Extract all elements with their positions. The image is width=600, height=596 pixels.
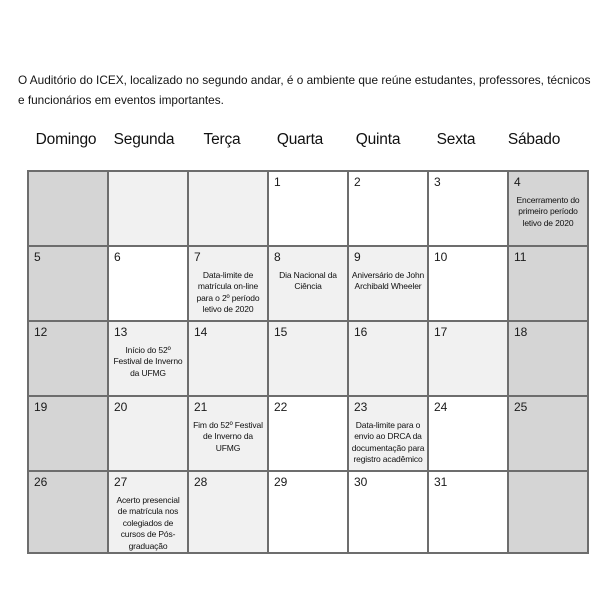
event-text: Encerramento do primeiro período letivo de 2020	[516, 195, 580, 228]
calendar-day-cell	[268, 171, 348, 246]
weekday-header-segunda: Segunda	[113, 131, 175, 148]
day-number: 10	[434, 250, 448, 264]
calendar-day-cell	[348, 246, 428, 321]
weekday-header-quarta: Quarta	[276, 131, 324, 148]
calendar-day-cell	[268, 246, 348, 321]
calendar-day-cell	[268, 321, 348, 396]
day-number: 28	[194, 475, 208, 489]
weekday-header-domingo: Domingo	[35, 131, 97, 148]
weekday-header-sabado: Sábado	[507, 131, 561, 148]
event-text: Fim do 52º Festival de Inverno da UFMG	[193, 420, 263, 453]
calendar-week-row	[28, 396, 588, 471]
calendar-day-cell	[28, 471, 108, 553]
day-number: 29	[274, 475, 288, 489]
calendar-day-cell	[268, 396, 348, 471]
calendar-day-cell	[108, 321, 188, 396]
day-number: 9	[354, 250, 361, 264]
calendar-day-cell	[28, 321, 108, 396]
calendar-day-cell	[28, 246, 108, 321]
calendar-day-cell	[108, 471, 188, 553]
day-number: 13	[114, 325, 128, 339]
day-number: 5	[34, 250, 41, 264]
calendar-week-row	[28, 246, 588, 321]
calendar-day-cell	[508, 396, 588, 471]
calendar-day-cell	[188, 471, 268, 553]
calendar-day-cell	[348, 396, 428, 471]
day-number: 2	[354, 175, 361, 189]
day-number: 17	[434, 325, 448, 339]
intro-text: O Auditório do ICEX, localizado no segundo andar, é o ambiente que reúne estudantes, professores, técnicos e funcionários em eventos importantes.	[18, 72, 591, 107]
day-number: 14	[194, 325, 208, 339]
weekday-header-terca: Terça	[203, 131, 241, 148]
day-number: 19	[34, 400, 48, 414]
calendar-day-cell	[508, 246, 588, 321]
calendar-day-cell	[348, 471, 428, 553]
event-text: Data-limite de matrícula on-line para o 2º período letivo de 2020	[196, 270, 260, 315]
day-number: 7	[194, 250, 201, 264]
calendar-day-cell	[508, 471, 588, 553]
day-number: 16	[354, 325, 368, 339]
day-number: 11	[514, 250, 527, 264]
event-text: Dia Nacional da Ciência	[279, 270, 337, 292]
event-text: Início do 52º Festival de Inverno da UFMG	[113, 345, 183, 378]
calendar-grid	[27, 170, 589, 554]
day-number: 26	[34, 475, 48, 489]
day-number: 23	[354, 400, 368, 414]
day-number: 8	[274, 250, 281, 264]
day-number	[109, 172, 187, 175]
day-number: 27	[114, 475, 128, 489]
calendar-day-cell	[108, 246, 188, 321]
calendar-day-cell	[428, 246, 508, 321]
calendar-day-cell	[188, 396, 268, 471]
weekday-header-sexta: Sexta	[436, 131, 476, 148]
calendar-day-cell	[268, 471, 348, 553]
day-number: 15	[274, 325, 288, 339]
day-number: 25	[514, 400, 528, 414]
day-number: 18	[514, 325, 528, 339]
day-number: 3	[434, 175, 441, 189]
event-text: Aniversário de John Archibald Wheeler	[351, 270, 425, 292]
event-text: Data-limite para o envio ao DRCA da documentação para registro acadêmico	[351, 420, 425, 465]
calendar-day-cell	[28, 171, 108, 246]
calendar-week-row	[28, 321, 588, 396]
calendar-day-cell	[428, 171, 508, 246]
day-number: 21	[194, 400, 208, 414]
day-number: 6	[114, 250, 121, 264]
calendar-day-cell	[188, 171, 268, 246]
weekday-header-quinta: Quinta	[355, 131, 401, 148]
calendar-day-cell	[188, 246, 268, 321]
day-number: 31	[434, 475, 448, 489]
day-number: 20	[114, 400, 128, 414]
calendar-day-cell	[188, 321, 268, 396]
day-number	[29, 172, 107, 175]
calendar-week-row	[28, 471, 588, 553]
calendar-day-cell	[108, 171, 188, 246]
calendar-week-row	[28, 171, 588, 246]
calendar-day-cell	[428, 321, 508, 396]
day-number: 12	[34, 325, 48, 339]
event-text: Acerto presencial de matrícula nos colegiados de cursos de Pós-graduação	[116, 495, 180, 551]
day-number: 1	[274, 175, 281, 189]
calendar-day-cell	[28, 396, 108, 471]
day-number	[509, 472, 587, 475]
day-number: 22	[274, 400, 288, 414]
calendar-day-cell	[508, 171, 588, 246]
calendar-day-cell	[428, 396, 508, 471]
weekday-header-row	[27, 131, 573, 149]
calendar-day-cell	[428, 471, 508, 553]
calendar-day-cell	[348, 171, 428, 246]
day-number: 24	[434, 400, 448, 414]
day-number: 30	[354, 475, 368, 489]
calendar-day-cell	[348, 321, 428, 396]
day-number: 4	[514, 175, 521, 189]
calendar-day-cell	[108, 396, 188, 471]
day-number	[189, 172, 267, 175]
calendar-day-cell	[508, 321, 588, 396]
